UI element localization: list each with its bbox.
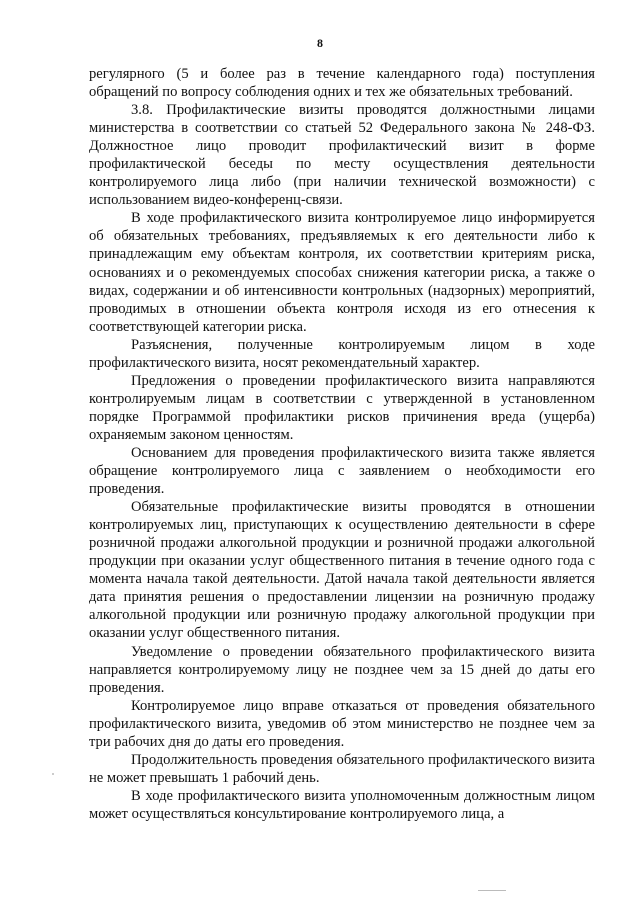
paragraph-3-8-preventive-visits: 3.8. Профилактические визиты проводятся должностными лицами министерства в соответствии со статьей 52 Федерального закона № 248-ФЗ. Должностное лицо проводит профилактический визит в форме профилактической беседы по месту осуществления деятельности контролируемого лица либо (при наличии технической возможности) с использованием видео-конференц-связи.: [89, 102, 595, 209]
paragraph-clarifications: Разъяснения, полученные контролируемым лицом в ходе профилактического визита, носят рекомендательный характер.: [89, 336, 595, 371]
footer-rule: [478, 890, 506, 891]
paragraph-continuation: регулярного (5 и более раз в течение календарного года) поступления обращений по вопросу соблюдения одних и тех же обязательных требований.: [89, 66, 595, 101]
paragraph-visit-informing: В ходе профилактического визита контролируемое лицо информируется об обязательных требованиях, предъявляемых к его деятельности либо к принадлежащим ему объектам контроля, их соответствии критериям риска, основаниях и о рекомендуемых способах снижения категории риска, а также о видах, содержании и об интенсивности контрольных (надзорных) мероприятий, проводимых в отношении объекта контроля исходя из его отнесения к соответствующей категории риска.: [89, 210, 595, 335]
paragraph-visit-proposals: Предложения о проведении профилактического визита направляются контролируемым лицам в соответствии с утвержденной в установленном порядке Программой профилактики рисков причинения вреда (ущерба) охраняемым законом ценностям.: [89, 372, 595, 443]
scan-artifact: [52, 773, 54, 775]
page-number: 8: [317, 36, 323, 50]
paragraph-notification: Уведомление о проведении обязательного профилактического визита направляется контролируемому лицу не позднее чем за 15 дней до даты его проведения.: [89, 643, 595, 696]
paragraph-visit-grounds: Основанием для проведения профилактического визита также является обращение контролируемого лица с заявлением о необходимости его проведения.: [89, 444, 595, 498]
paragraph-mandatory-visits: Обязательные профилактические визиты проводятся в отношении контролируемых лиц, приступающих к осуществлению деятельности в сфере розничной продажи алкогольной продукции и розничной продажи алкогольной продукции при оказании услуг общественного питания в течение одного года с момента начала такой деятельности. Датой начала такой деятельности является дата принятия решения о предоставлении лицензии на розничную продажу алкогольной продукции или розничную продажу алкогольной продукции при оказании услуг общественного питания.: [89, 499, 595, 642]
paragraph-consultation: В ходе профилактического визита уполномоченным должностным лицом может осуществляться консультирование контролируемого лица, а: [89, 787, 595, 822]
paragraph-refusal-right: Контролируемое лицо вправе отказаться от проведения обязательного профилактического визита, уведомив об этом министерство не позднее чем за три рабочих дня до даты его проведения.: [89, 697, 595, 750]
document-body: [89, 65, 595, 823]
paragraph-visit-duration: Продолжительность проведения обязательного профилактического визита не может превышать 1 рабочий день.: [89, 751, 595, 786]
